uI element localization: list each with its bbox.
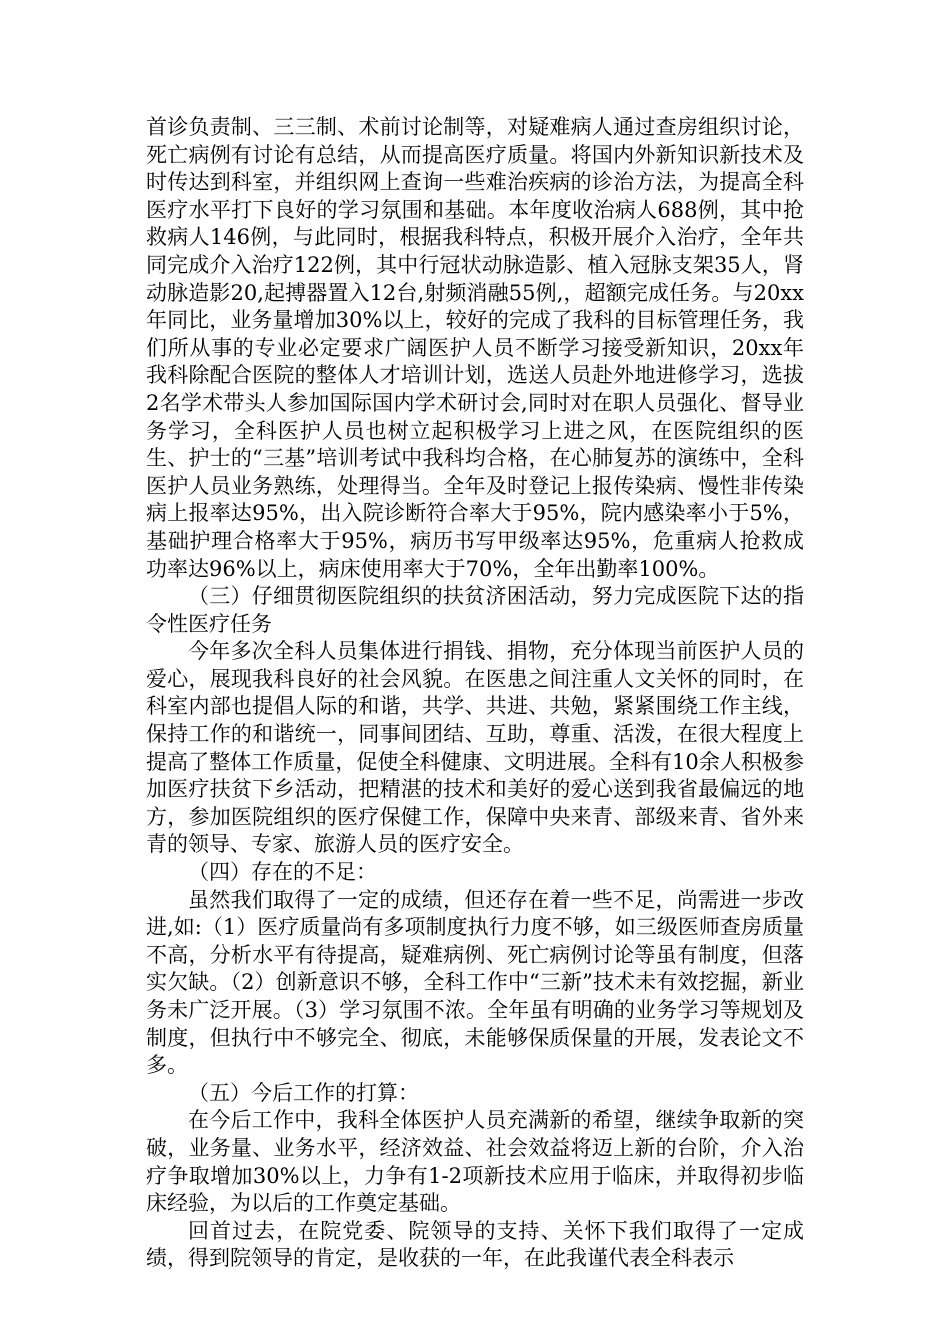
paragraph-shortcomings: 虽然我们取得了一定的成绩，但还存在着一些不足，尚需进一步改进,如:（1）医疗质量尚有多项制度执行力度不够，如三级医师查房质量不高，分析水平有待提高，疑难病例、死亡病例讨论等虽有制度，但落实欠缺。（2）创新意识不够，全科工作中“三新”技术未有效挖掘，新业务未广泛开展。（3）学习氛围不浓。全年虽有明确的业务学习等规划及制度，但执行中不够完全、彻底，未能够保质保量的开展，发表论文不多。	[146, 887, 804, 1078]
paragraph-retrospective: 回首过去，在院党委、院领导的支持、关怀下我们取得了一定成绩，得到院领导的肯定，是收获的一年，在此我谨代表全科表示	[146, 1218, 804, 1271]
heading-section-four: （四）存在的不足：	[188, 860, 377, 885]
heading-section-three: （三）仔细贯彻医院组织的扶贫济困活动，努力完成医院下达的指令性医疗任务	[146, 584, 804, 636]
heading-section-five: （五）今后工作的打算：	[188, 1080, 419, 1105]
document-body	[146, 114, 804, 1273]
paragraph-future-plans: 在今后工作中，我科全体医护人员充满新的希望，继续争取新的突破，业务量、业务水平，经济效益、社会效益将迈上新的台阶，介入治疗争取增加30%以上，力争有1-2项新技术应用于临床，并取得初步临床经验，为以后的工作奠定基础。	[146, 1108, 804, 1216]
paragraph-charity: 今年多次全科人员集体进行捐钱、捐物，充分体现当前医护人员的爱心，展现我科良好的社会风貌。在医患之间注重人文关怀的同时，在科室内部也提倡人际的和谐，共学、共进、共勉，紧紧围绕工作主线，保持工作的和谐统一，同事间团结、互助，尊重、活泼，在很大程度上提高了整体工作质量，促使全科健康、文明进展。全科有10余人积极参加医疗扶贫下乡活动，把精湛的技术和美好的爱心送到我省最偏远的地方，参加医院组织的医疗保健工作，保障中央来青、部级来青、省外来青的领导、专家、旅游人员的医疗安全。	[146, 639, 804, 857]
paragraph-summary: 首诊负责制、三三制、术前讨论制等，对疑难病人通过查房组织讨论，死亡病例有讨论有总结，从而提高医疗质量。将国内外新知识新技术及时传达到科室，并组织网上查询一些难治疾病的诊治方法，为提高全科医疗水平打下良好的学习氛围和基础。本年度收治病人688例，其中抢救病人146例，与此同时，根据我科特点，积极开展介入治疗，全年共同完成介入治疗122例，其中行冠状动脉造影、植入冠脉支架35人，肾动脉造影20,起搏器置入12台,射频消融55例,，超额完成任务。与20xx年同比，业务量增加30%以上，较好的完成了我科的目标管理任务，我们所从事的专业必定要求广阔医护人员不断学习接受新知识，20xx年我科除配合医院的整体人才培训计划，选送人员赴外地进修学习，选拔2名学术带头人参加国际国内学术研讨会,同时对在职人员强化、督导业务学习，全科医护人员也树立起积极学习上进之风，在医院组织的医生、护士的“三基”培训考试中我科均合格，在心肺复苏的演练中，全科医护人员业务熟练，处理得当。全年及时登记上报传染病、慢性非传染病上报率达95%，出入院诊断符合率大于95%，院内感染率小于5%，基础护理合格率大于95%，病历书写甲级率达95%，危重病人抢救成功率达96%以上，病床使用率大于70%，全年出勤率100%。	[146, 115, 804, 581]
